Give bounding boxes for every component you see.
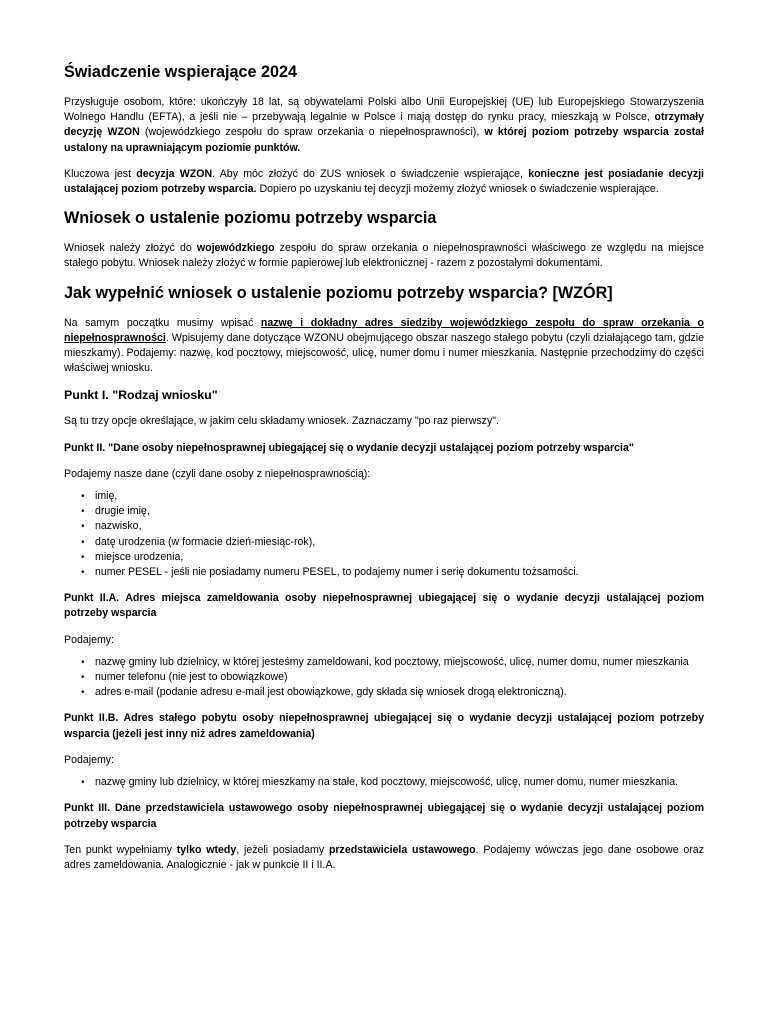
punkt-3-heading: Punkt III. Dane przedstawiciela ustawowego osoby niepełnosprawnej ubiegającej się o wydanie decyzji ustalającej poziom potrzeby wsparcia bbox=[64, 802, 704, 830]
punkt-2-list bbox=[64, 489, 704, 580]
punkt-2b-list bbox=[64, 775, 704, 790]
list-item: • imię, bbox=[95, 489, 704, 504]
punkt-2a-list bbox=[64, 655, 704, 701]
section-heading-jak-wypelnic: Jak wypełnić wniosek o ustalenie poziomu potrzeby wsparcia? [WZÓR] bbox=[64, 283, 613, 302]
list-item: • datę urodzenia (w formacie dzień-miesiąc-rok), bbox=[95, 535, 704, 550]
list-item: • numer telefonu (nie jest to obowiązkowe) bbox=[95, 670, 704, 685]
list-item: • miejsce urodzenia, bbox=[95, 550, 704, 565]
section-heading-wniosek: Wniosek o ustalenie poziomu potrzeby wsparcia bbox=[64, 209, 437, 228]
document-content bbox=[64, 62, 704, 884]
punkt-1-paragraph: Są tu trzy opcje określające, w jakim celu składamy wniosek. Zaznaczamy "po raz pierwszy". bbox=[64, 415, 499, 428]
punkt-2a-paragraph: Podajemy: bbox=[64, 633, 115, 646]
punkt-2b-paragraph: Podajemy: bbox=[64, 753, 115, 766]
punkt-2a-heading: Punkt II.A. Adres miejsca zameldowania osoby niepełnosprawnej ubiegającej się o wydanie decyzji ustalającej poziom potrzeby wsparcia bbox=[64, 592, 704, 620]
list-item: • nazwę gminy lub dzielnicy, w której mieszkamy na stałe, kod pocztowy, miejscowość, ulicę, numer domu, numer mieszkania. bbox=[95, 775, 704, 790]
jak-wypelnic-paragraph: Na samym początku musimy wpisać nazwę i dokładny adres siedziby wojewódzkiego zespołu do spraw orzekania o niepełnosprawności. Wpisujemy dane dotyczące WZONU obejmującego obszar naszego stałego pobytu (czyli działającego tam, gdzie mieszkamy). Podajemy: nazwę, kod pocztowy, miejscowość, ulicę, numer domu i numer mieszkania. Następnie przechodzimy do części właściwej wniosku. bbox=[64, 316, 704, 375]
list-item: • adres e-mail (podanie adresu e-mail jest obowiązkowe, gdy składa się wniosek drogą elektroniczną). bbox=[95, 685, 704, 700]
list-item: • nazwę gminy lub dzielnicy, w której jesteśmy zameldowani, kod pocztowy, miejscowość, ulicę, numer domu, numer mieszkania bbox=[95, 655, 704, 670]
page-title: Świadczenie wspierające 2024 bbox=[64, 63, 298, 81]
punkt-1-heading: Punkt I. "Rodzaj wniosku" bbox=[64, 388, 218, 403]
key-decision-paragraph: Kluczowa jest decyzja WZON. Aby móc złożyć do ZUS wniosek o świadczenie wspierające, konieczne jest posiadanie decyzji ustalającej poziom potrzeby wsparcia. Dopiero po uzyskaniu tej decyzji możemy złożyć wniosek o świadczenie wspierające. bbox=[64, 167, 705, 196]
punkt-2-heading: Punkt II. "Dane osoby niepełnosprawnej ubiegającej się o wydanie decyzji ustalającej poziom potrzeby wsparcia" bbox=[64, 441, 634, 454]
intro-paragraph: Przysługuje osobom, które: ukończyły 18 lat, są obywatelami Polski albo Unii Europejskiej (UE) lub Europejskiego Stowarzyszenia Wolnego Handlu (EFTA), a jeśli nie – przebywają legalnie w Polsce i mają dostęp do rynku pracy, mieszkają w Polsce, otrzymały decyzję WZON (wojewódzkiego zespołu do spraw orzekania o niepełnosprawności), w której poziom potrzeby wsparcia został ustalony na uprawniającym poziomie punktów. bbox=[64, 96, 704, 154]
list-item: • nazwisko, bbox=[95, 519, 704, 534]
list-item: • numer PESEL - jeśli nie posiadamy numeru PESEL, to podajemy numer i serię dokumentu tożsamości. bbox=[95, 565, 704, 580]
punkt-3-paragraph: Ten punkt wypełniamy tylko wtedy, jeżeli posiadamy przedstawiciela ustawowego. Podajemy wówczas jego dane osobowe oraz adres zameldowania. Analogicznie - jak w punkcie II i II.A. bbox=[64, 843, 704, 871]
list-item: • drugie imię, bbox=[95, 504, 704, 519]
punkt-2-paragraph: Podajemy nasze dane (czyli dane osoby z niepełnosprawnością): bbox=[64, 467, 371, 480]
wniosek-paragraph: Wniosek należy złożyć do wojewódzkiego zespołu do spraw orzekania o niepełnosprawności właściwego ze względu na miejsce stałego pobytu. Wniosek należy złożyć w formie papierowej lub elektronicznej - razem z pozostałymi dokumentami. bbox=[64, 242, 704, 270]
punkt-2b-heading: Punkt II.B. Adres stałego pobytu osoby niepełnosprawnej ubiegającej się o wydanie decyzji ustalającej poziom potrzeby wsparcia (jeżeli jest inny niż adres zameldowania) bbox=[64, 712, 704, 740]
